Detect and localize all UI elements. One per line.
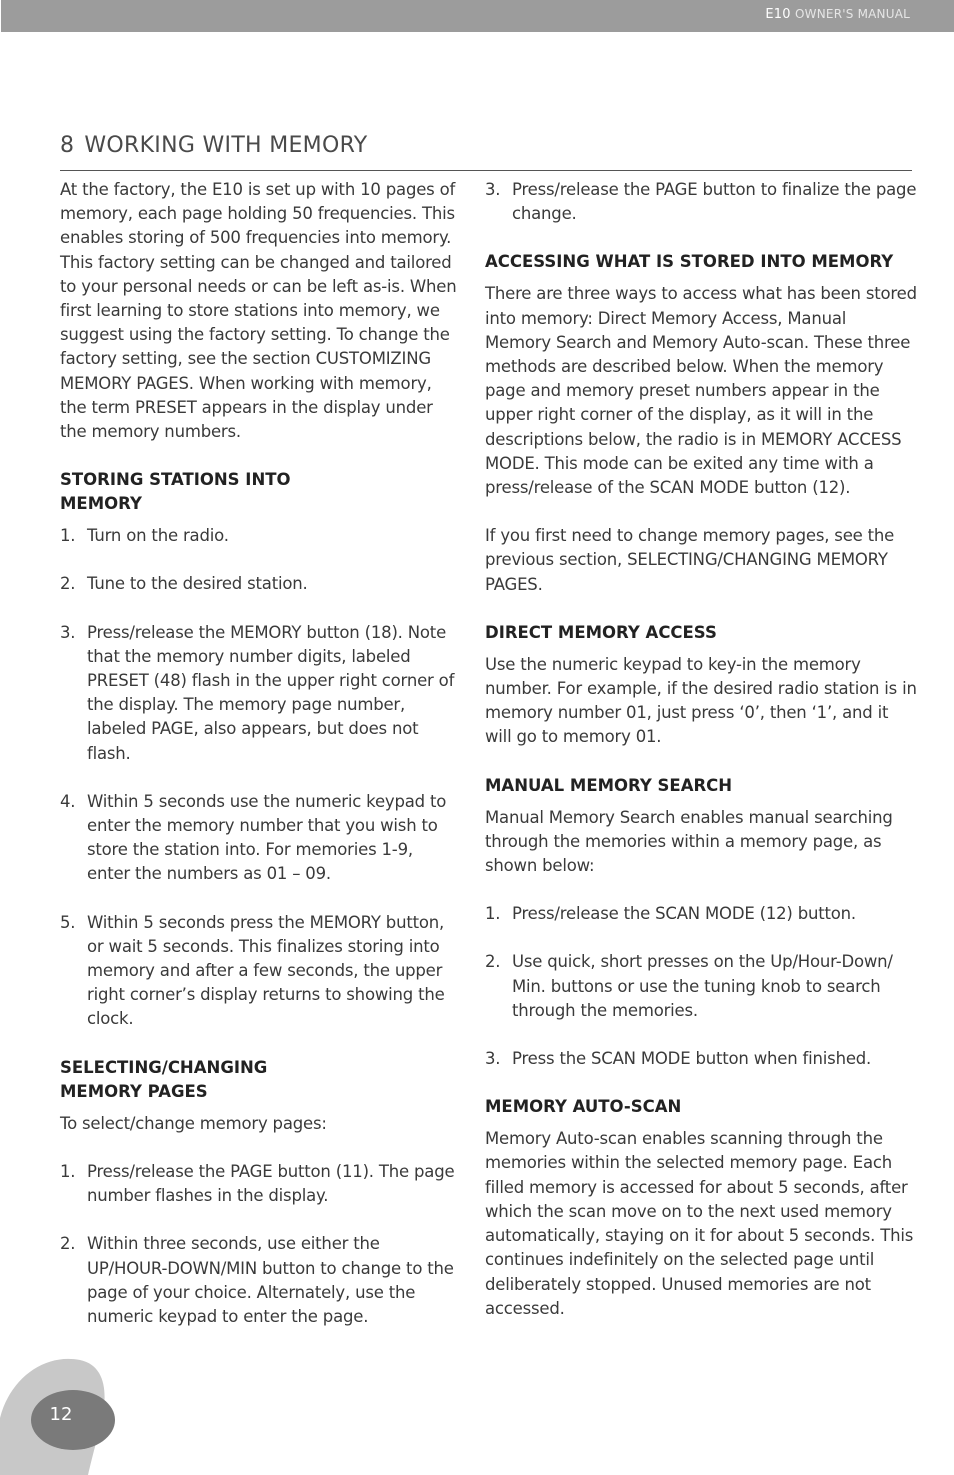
direct-heading: DIRECT MEMORY ACCESS [485,622,717,642]
left-column [60,178,460,1353]
selecting-heading [60,1056,460,1104]
accessing-paragraph-1: There are three ways to access what has been stored into memory: Direct Memory Access, Manual Memory Search and Memory Auto-scan. These three methods are described below. When the memory page and memory preset numbers appear in the upper right corner of the display, as it will in the descriptions below, the radio is in MEMORY ACCESS MODE. This mode can be exited any time with a press/release of the SCAN MODE button (12). [485,284,917,498]
step-number: 3. [60,622,76,642]
step-number: 1. [485,904,501,924]
page-number: 12 [49,1404,73,1425]
step-text: Press/release the PAGE button to finalize the page change. [512,180,917,224]
section-title [60,133,368,158]
direct-paragraph: Use the numeric keypad to key-in the memory number. For example, if the desired radio station is in memory number 01, just press ‘0’, then ‘1’, and it will go to memory 01. [485,654,917,747]
step-text: Press/release the MEMORY button (18). Note that the memory number digits, labeled PRESET (48) flash in the upper right corner of the display. The memory page number, labeled PAGE, also appears, but does not flash. [87,622,455,763]
list-item [60,790,460,887]
step-number: 2. [485,952,501,972]
list-item [485,178,917,226]
selecting-intro: To select/change memory pages: [60,1113,327,1133]
list-item [485,950,917,1023]
step-number: 3. [485,180,501,199]
step-text: Turn on the radio. [87,526,229,546]
header-model: E10 [765,7,791,22]
running-header [765,7,910,22]
step-text: Press the SCAN MODE button when finished. [512,1049,872,1069]
selecting-heading-line2: MEMORY PAGES [60,1081,208,1101]
storing-heading-line1: STORING STATIONS INTO [60,470,291,490]
step-text: Press/release the PAGE button (11). The page number flashes in the display. [87,1161,455,1206]
header-bar [1,0,954,32]
accessing-heading: ACCESSING WHAT IS STORED INTO MEMORY [485,252,894,272]
intro-paragraph: At the factory, the E10 is set up with 10 pages of memory, each page holding 50 frequencies. This enables storing of 500 frequencies into memory. This factory setting can be changed and tailored to your personal needs or can be left as-is. When first learning to store stations into memory, we suggest using the factory setting. To change the factory setting, see the section CUSTOMIZING MEMORY PAGES. When working with memory, the term PRESET appears in the display under the memory numbers. [60,180,457,442]
autoscan-paragraph: Memory Auto-scan enables scanning through the memories within the selected memory page. Each filled memory is accessed for about 5 seconds, after which the scan move on to the next used memory automatically, staying on it for about 5 seconds. This continues indefinitely on the selected page until deliberately stopped. Unused memories are not accessed. [485,1129,914,1318]
autoscan-heading: MEMORY AUTO-SCAN [485,1097,682,1117]
list-item [60,524,460,548]
selecting-steps-continued [485,178,917,226]
list-item [485,1047,917,1071]
title-rule [60,170,912,171]
step-number: 2. [60,574,76,594]
page-number-badge [31,1390,115,1450]
list-item [485,902,917,926]
list-item [60,1232,460,1329]
accessing-paragraph-2: If you first need to change memory pages, see the previous section, SELECTING/CHANGING MEMORY PAGES. [485,526,895,594]
step-number: 5. [60,912,76,932]
list-item [60,572,460,596]
storing-heading [60,468,460,516]
step-number: 1. [60,526,76,546]
storing-heading-line2: MEMORY [60,494,142,514]
right-column [485,178,917,1345]
step-text: Within three seconds, use either the UP/HOUR-DOWN/MIN button to change to the page of your choice. Alternately, use the numeric keypad to enter the page. [87,1234,454,1326]
selecting-steps [60,1160,460,1329]
manual-intro: Manual Memory Search enables manual searching through the memories within a memory page, as shown below: [485,807,893,876]
list-item [60,1160,460,1208]
step-text: Press/release the SCAN MODE (12) button. [512,904,856,924]
manual-heading: MANUAL MEMORY SEARCH [485,775,733,795]
storing-steps [60,524,460,1031]
step-number: 2. [60,1234,76,1254]
step-text: Tune to the desired station. [87,574,308,594]
step-text: Within 5 seconds press the MEMORY button, or wait 5 seconds. This finalizes storing into memory and after a few seconds, the upper right corner’s display returns to showing the clock. [87,912,445,1029]
step-number: 4. [60,791,76,811]
header-manual: OWNER'S MANUAL [795,7,910,21]
list-item [60,911,460,1032]
step-text: Within 5 seconds use the numeric keypad to enter the memory number that you wish to store the station into. For memories 1-9, enter the numbers as 01 – 09. [87,791,447,884]
manual-steps [485,902,917,1071]
step-number: 1. [60,1161,76,1181]
step-number: 3. [485,1049,501,1069]
section-title-text: WORKING WITH MEMORY [84,133,368,158]
list-item [60,621,460,766]
section-number: 8 [60,133,75,158]
step-text: Use quick, short presses on the Up/Hour-Down/ Min. buttons or use the tuning knob to search through the memories. [512,952,893,1020]
selecting-heading-line1: SELECTING/CHANGING [60,1057,268,1077]
